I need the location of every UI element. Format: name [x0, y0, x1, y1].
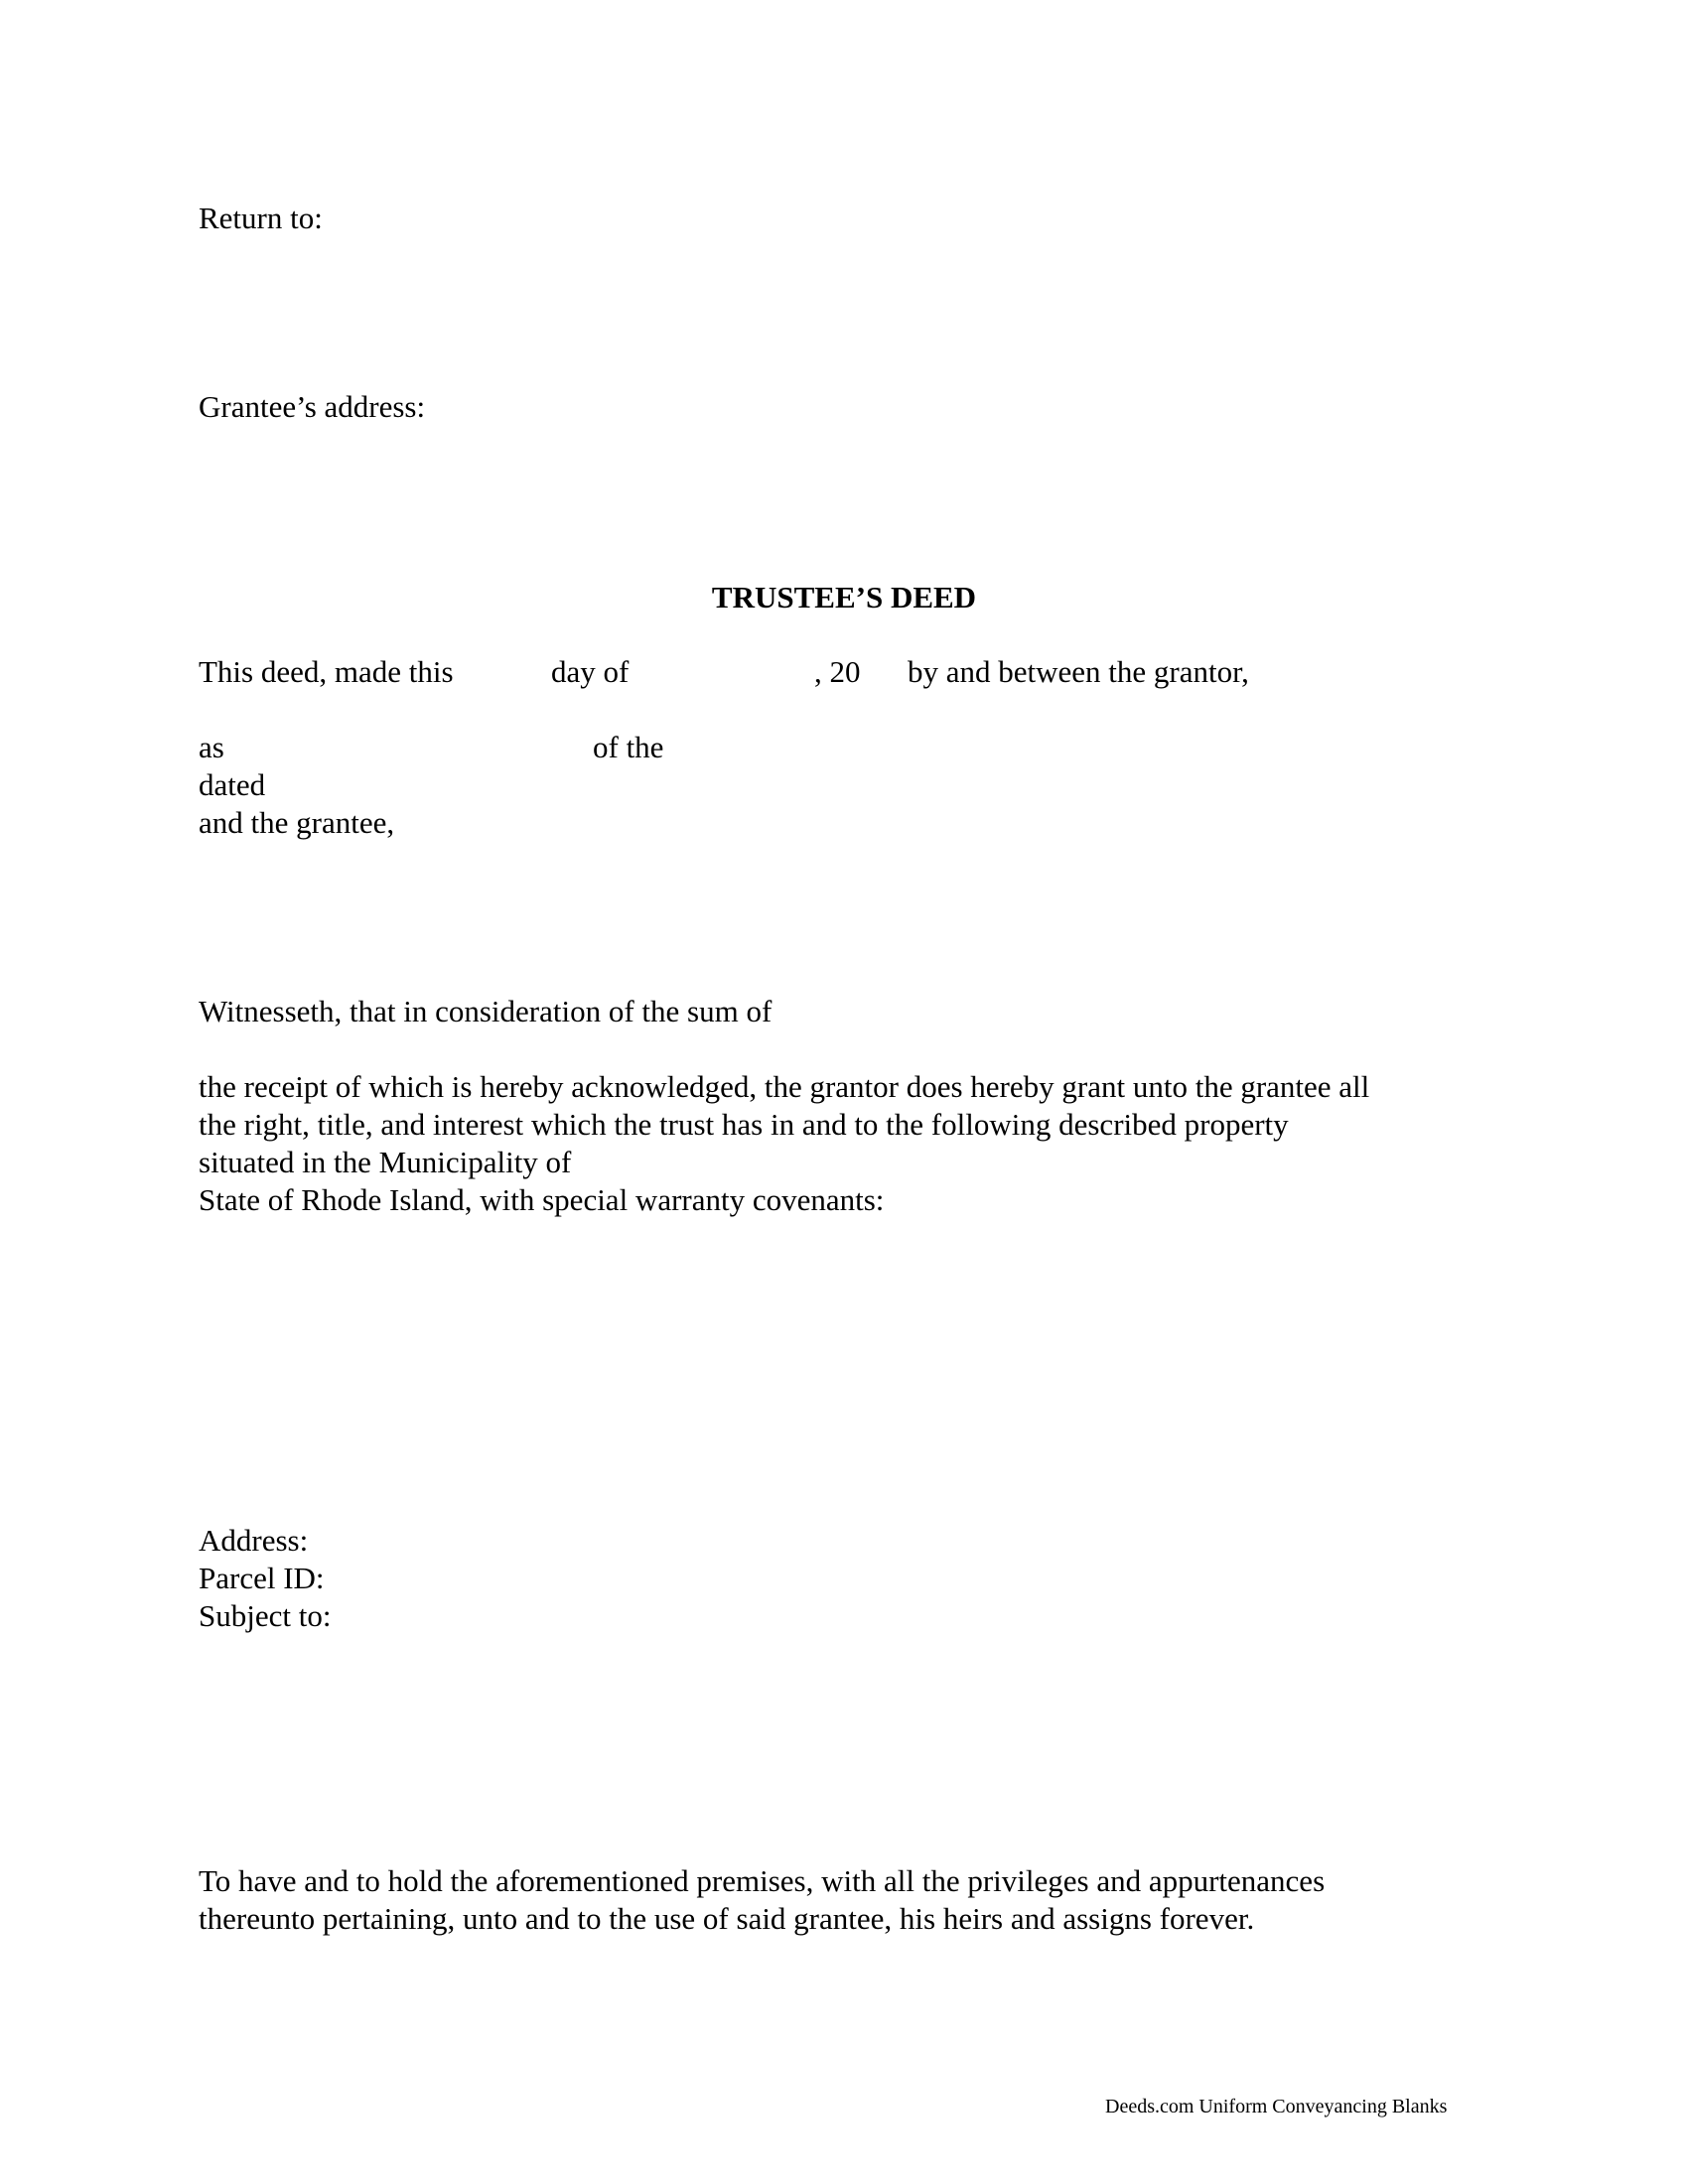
grant-line-3: situated in the Municipality of [199, 1145, 572, 1179]
by-and-between-text: by and between the grantor, [908, 654, 1249, 689]
footer-text: Deeds.com Uniform Conveyancing Blanks [1105, 2096, 1448, 2117]
grantee-address-label: Grantee’s address: [199, 389, 426, 424]
address-label: Address: [199, 1523, 309, 1558]
habendum-line-1: To have and to hold the aforementioned premises, with all the privileges and appurtenances [199, 1863, 1326, 1898]
as-label: as [199, 730, 224, 764]
year-prefix-text: , 20 [814, 654, 861, 689]
document-title: TRUSTEE’S DEED [711, 580, 977, 614]
parcel-id-label: Parcel ID: [199, 1561, 325, 1595]
grant-line-1: the receipt of which is hereby acknowledged, the grantor does hereby grant unto the grantee all [199, 1069, 1370, 1104]
subject-to-label: Subject to: [199, 1598, 332, 1633]
return-to-label: Return to: [199, 201, 323, 235]
day-of-text: day of [551, 654, 630, 689]
of-the-text: of the [593, 730, 664, 764]
made-this-text: This deed, made this [199, 654, 454, 689]
grant-line-2: the right, title, and interest which the trust has in and to the following described property [199, 1107, 1289, 1142]
habendum-line-2: thereunto pertaining, unto and to the use of said grantee, his heirs and assigns forever. [199, 1901, 1255, 1936]
grant-line-4: State of Rhode Island, with special warranty covenants: [199, 1182, 885, 1217]
witnesseth-text: Witnesseth, that in consideration of the sum of [199, 994, 773, 1028]
dated-label: dated [199, 767, 266, 802]
and-grantee-label: and the grantee, [199, 805, 395, 840]
